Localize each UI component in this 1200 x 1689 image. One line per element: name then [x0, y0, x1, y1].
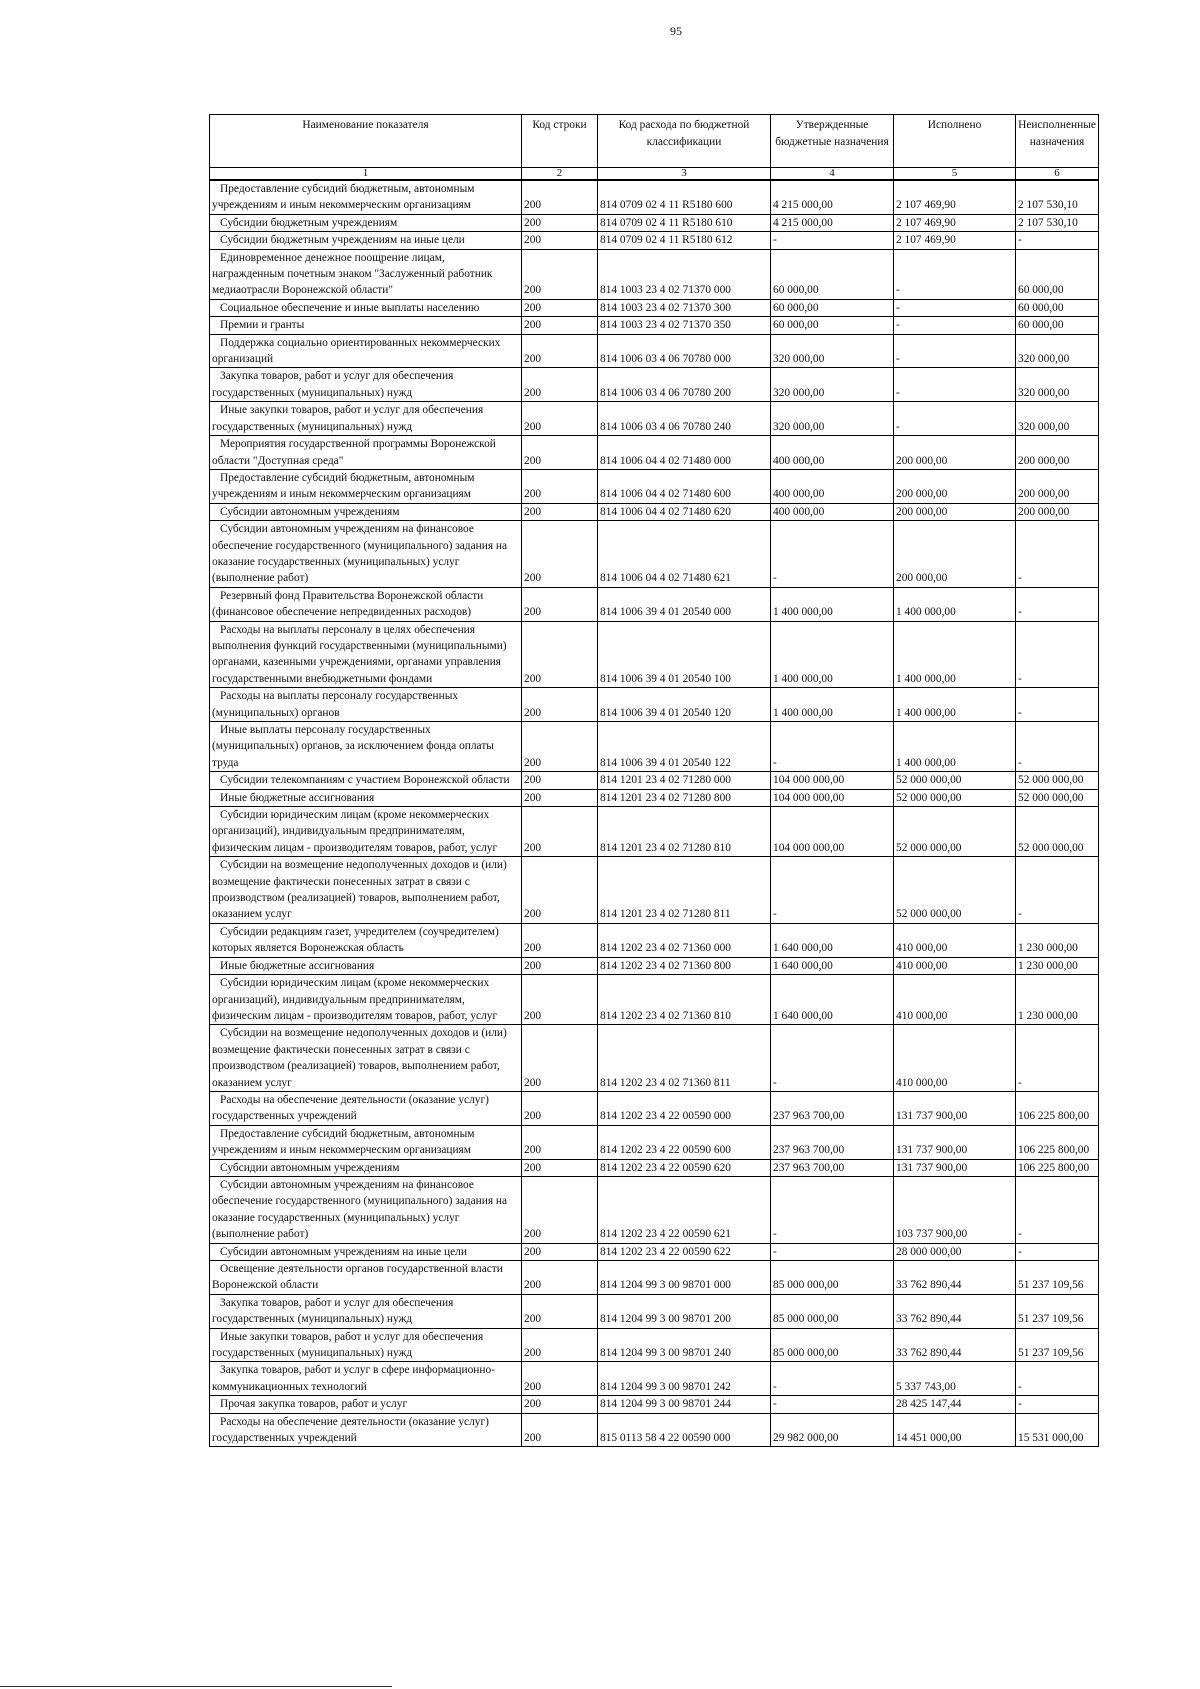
row-executed: 410 000,00 [894, 923, 1016, 957]
table-row [210, 722, 1099, 772]
table-row [210, 772, 1099, 789]
budget-execution-table [209, 114, 1099, 1447]
table-body [210, 180, 1099, 1447]
row-budget-code: 814 1201 23 4 02 71280 811 [598, 857, 771, 924]
row-approved: 60 000,00 [771, 317, 894, 334]
row-executed: 200 000,00 [894, 503, 1016, 520]
row-approved: 29 982 000,00 [771, 1413, 894, 1447]
row-line-code: 200 [522, 857, 598, 924]
table-row [210, 1294, 1099, 1328]
row-name: Закупка товаров, работ и услуг в сфере информационно-коммуникационных технологий [210, 1362, 522, 1396]
table-row [210, 1396, 1099, 1413]
row-unexecuted: 1 230 000,00 [1016, 975, 1099, 1025]
row-approved: 320 000,00 [771, 368, 894, 402]
row-unexecuted: 52 000 000,00 [1016, 772, 1099, 789]
row-line-code: 200 [522, 249, 598, 299]
row-budget-code: 814 1201 23 4 02 71280 800 [598, 789, 771, 806]
row-budget-code: 814 1202 23 4 02 71360 811 [598, 1025, 771, 1092]
row-approved: 104 000 000,00 [771, 807, 894, 857]
row-line-code: 200 [522, 503, 598, 520]
row-executed: 33 762 890,44 [894, 1328, 1016, 1362]
row-unexecuted: - [1016, 1362, 1099, 1396]
row-budget-code: 814 1204 99 3 00 98701 242 [598, 1362, 771, 1396]
row-unexecuted: 15 531 000,00 [1016, 1413, 1099, 1447]
row-line-code: 200 [522, 1362, 598, 1396]
table-row [210, 923, 1099, 957]
row-executed: 1 400 000,00 [894, 621, 1016, 688]
row-approved: 85 000 000,00 [771, 1328, 894, 1362]
row-name: Субсидии бюджетным учреждениям на иные цели [210, 232, 522, 249]
row-executed: 28 425 147,44 [894, 1396, 1016, 1413]
row-approved: 320 000,00 [771, 402, 894, 436]
row-name: Предоставление субсидий бюджетным, автономным учреждениям и иным некоммерческим организациям [210, 469, 522, 503]
row-name: Субсидии юридическим лицам (кроме некоммерческих организаций), индивидуальным предпринимателям, физическим лицам - производителям товаров, работ, услуг [210, 975, 522, 1025]
row-approved: - [771, 857, 894, 924]
row-approved: 4 215 000,00 [771, 180, 894, 214]
row-unexecuted: - [1016, 621, 1099, 688]
row-executed: 1 400 000,00 [894, 587, 1016, 621]
row-executed: 1 400 000,00 [894, 688, 1016, 722]
row-name: Закупка товаров, работ и услуг для обеспечения государственных (муниципальных) нужд [210, 1294, 522, 1328]
row-budget-code: 815 0113 58 4 22 00590 000 [598, 1413, 771, 1447]
row-unexecuted: 320 000,00 [1016, 402, 1099, 436]
row-executed: 410 000,00 [894, 975, 1016, 1025]
row-executed: 200 000,00 [894, 436, 1016, 470]
row-unexecuted: 106 225 800,00 [1016, 1159, 1099, 1176]
row-line-code: 200 [522, 1413, 598, 1447]
table-row [210, 857, 1099, 924]
row-budget-code: 814 0709 02 4 11 R5180 612 [598, 232, 771, 249]
row-executed: - [894, 299, 1016, 316]
row-approved: 104 000 000,00 [771, 772, 894, 789]
column-header: Код расхода по бюджетной классификации [598, 115, 771, 168]
table-row [210, 180, 1099, 214]
row-executed: 33 762 890,44 [894, 1261, 1016, 1295]
table-row [210, 1091, 1099, 1125]
row-executed: 2 107 469,90 [894, 214, 1016, 231]
row-approved: 4 215 000,00 [771, 214, 894, 231]
row-name: Субсидии редакциям газет, учредителем (соучредителем) которых является Воронежская область [210, 923, 522, 957]
row-budget-code: 814 1204 99 3 00 98701 000 [598, 1261, 771, 1295]
row-unexecuted: 51 237 109,56 [1016, 1294, 1099, 1328]
row-unexecuted: 51 237 109,56 [1016, 1261, 1099, 1295]
row-unexecuted: - [1016, 1243, 1099, 1260]
row-budget-code: 814 1202 23 4 02 71360 810 [598, 975, 771, 1025]
row-unexecuted: 60 000,00 [1016, 317, 1099, 334]
row-line-code: 200 [522, 402, 598, 436]
row-approved: 400 000,00 [771, 436, 894, 470]
table-row [210, 402, 1099, 436]
row-approved: 400 000,00 [771, 503, 894, 520]
row-executed: 52 000 000,00 [894, 857, 1016, 924]
row-executed: 410 000,00 [894, 1025, 1016, 1092]
row-unexecuted: 2 107 530,10 [1016, 214, 1099, 231]
row-unexecuted: 1 230 000,00 [1016, 957, 1099, 974]
row-name: Предоставление субсидий бюджетным, автономным учреждениям и иным некоммерческим организациям [210, 180, 522, 214]
row-executed: 2 107 469,90 [894, 232, 1016, 249]
row-budget-code: 814 1006 04 4 02 71480 600 [598, 469, 771, 503]
row-name: Иные закупки товаров, работ и услуг для обеспечения государственных (муниципальных) нужд [210, 402, 522, 436]
row-name: Расходы на выплаты персоналу государственных (муниципальных) органов [210, 688, 522, 722]
row-executed: 2 107 469,90 [894, 180, 1016, 214]
table-row [210, 368, 1099, 402]
row-name: Субсидии автономным учреждениям на финансовое обеспечение государственного (муниципального) задания на оказание государственных (муниципальных) услуг (выполнение работ) [210, 1176, 522, 1243]
row-unexecuted: - [1016, 232, 1099, 249]
table-row [210, 587, 1099, 621]
column-number: 3 [598, 168, 771, 181]
row-executed: 131 737 900,00 [894, 1159, 1016, 1176]
row-line-code: 200 [522, 975, 598, 1025]
row-name: Резервный фонд Правительства Воронежской области (финансовое обеспечение непредвиденных расходов) [210, 587, 522, 621]
row-name: Мероприятия государственной программы Воронежской области "Доступная среда" [210, 436, 522, 470]
row-name: Социальное обеспечение и иные выплаты населению [210, 299, 522, 316]
column-number: 2 [522, 168, 598, 181]
table-row [210, 807, 1099, 857]
table-row [210, 688, 1099, 722]
row-approved: 237 963 700,00 [771, 1091, 894, 1125]
row-approved: 1 640 000,00 [771, 923, 894, 957]
row-line-code: 200 [522, 1261, 598, 1295]
row-executed: 103 737 900,00 [894, 1176, 1016, 1243]
row-executed: 410 000,00 [894, 957, 1016, 974]
row-unexecuted: 1 230 000,00 [1016, 923, 1099, 957]
row-name: Расходы на выплаты персоналу в целях обеспечения выполнения функций государственными (муниципальными) органами, казенными учреждениями, органами управления государственными внебюджетными фондами [210, 621, 522, 688]
row-executed: - [894, 334, 1016, 368]
table-row [210, 1025, 1099, 1092]
row-approved: 60 000,00 [771, 299, 894, 316]
table-row [210, 975, 1099, 1025]
row-unexecuted: 60 000,00 [1016, 249, 1099, 299]
row-name: Расходы на обеспечение деятельности (оказание услуг) государственных учреждений [210, 1413, 522, 1447]
row-executed: 14 451 000,00 [894, 1413, 1016, 1447]
row-unexecuted: - [1016, 1176, 1099, 1243]
row-line-code: 200 [522, 621, 598, 688]
column-header: Исполнено [894, 115, 1016, 168]
row-executed: 1 400 000,00 [894, 722, 1016, 772]
row-budget-code: 814 1006 39 4 01 20540 000 [598, 587, 771, 621]
row-line-code: 200 [522, 180, 598, 214]
column-header: Наименование показателя [210, 115, 522, 168]
row-line-code: 200 [522, 317, 598, 334]
column-number: 5 [894, 168, 1016, 181]
row-executed: 200 000,00 [894, 521, 1016, 588]
row-executed: 28 000 000,00 [894, 1243, 1016, 1260]
row-line-code: 200 [522, 587, 598, 621]
row-unexecuted: 200 000,00 [1016, 503, 1099, 520]
row-line-code: 200 [522, 1091, 598, 1125]
column-number: 1 [210, 168, 522, 181]
row-unexecuted: - [1016, 688, 1099, 722]
row-line-code: 200 [522, 688, 598, 722]
row-budget-code: 814 1003 23 4 02 71370 350 [598, 317, 771, 334]
row-line-code: 200 [522, 772, 598, 789]
row-line-code: 200 [522, 521, 598, 588]
table-row [210, 214, 1099, 231]
row-line-code: 200 [522, 789, 598, 806]
table-row [210, 957, 1099, 974]
row-executed: - [894, 402, 1016, 436]
row-name: Прочая закупка товаров, работ и услуг [210, 1396, 522, 1413]
row-name: Субсидии телекомпаниям с участием Воронежской области [210, 772, 522, 789]
row-executed: 131 737 900,00 [894, 1125, 1016, 1159]
row-name: Субсидии юридическим лицам (кроме некоммерческих организаций), индивидуальным предпринимателям, физическим лицам - производителям товаров, работ, услуг [210, 807, 522, 857]
row-budget-code: 814 1006 04 4 02 71480 621 [598, 521, 771, 588]
row-name: Субсидии автономным учреждениям на иные цели [210, 1243, 522, 1260]
table-row [210, 789, 1099, 806]
table-row [210, 1159, 1099, 1176]
row-budget-code: 814 1202 23 4 02 71360 800 [598, 957, 771, 974]
row-budget-code: 814 1202 23 4 22 00590 621 [598, 1176, 771, 1243]
row-line-code: 200 [522, 299, 598, 316]
row-approved: 85 000 000,00 [771, 1294, 894, 1328]
row-unexecuted: - [1016, 857, 1099, 924]
table-row [210, 317, 1099, 334]
row-approved: 1 400 000,00 [771, 587, 894, 621]
row-unexecuted: 51 237 109,56 [1016, 1328, 1099, 1362]
row-approved: 1 400 000,00 [771, 688, 894, 722]
row-line-code: 200 [522, 469, 598, 503]
row-name: Иные бюджетные ассигнования [210, 789, 522, 806]
row-approved: - [771, 1243, 894, 1260]
row-budget-code: 814 1202 23 4 02 71360 000 [598, 923, 771, 957]
table-row [210, 621, 1099, 688]
row-name: Субсидии автономным учреждениям на финансовое обеспечение государственного (муниципального) задания на оказание государственных (муниципальных) услуг (выполнение работ) [210, 521, 522, 588]
row-unexecuted: 320 000,00 [1016, 368, 1099, 402]
table-row [210, 436, 1099, 470]
row-name: Освещение деятельности органов государственной власти Воронежской области [210, 1261, 522, 1295]
row-approved: - [771, 1176, 894, 1243]
row-unexecuted: 60 000,00 [1016, 299, 1099, 316]
column-header: Неисполненные назначения [1016, 115, 1099, 168]
row-budget-code: 814 1202 23 4 22 00590 622 [598, 1243, 771, 1260]
row-approved: - [771, 232, 894, 249]
row-line-code: 200 [522, 1294, 598, 1328]
row-budget-code: 814 1202 23 4 22 00590 000 [598, 1091, 771, 1125]
row-executed: 5 337 743,00 [894, 1362, 1016, 1396]
table-row [210, 334, 1099, 368]
row-budget-code: 814 1003 23 4 02 71370 300 [598, 299, 771, 316]
row-unexecuted: - [1016, 1025, 1099, 1092]
row-approved: 1 640 000,00 [771, 957, 894, 974]
row-unexecuted: 200 000,00 [1016, 436, 1099, 470]
row-budget-code: 814 0709 02 4 11 R5180 600 [598, 180, 771, 214]
table-row [210, 503, 1099, 520]
row-approved: 237 963 700,00 [771, 1159, 894, 1176]
row-name: Предоставление субсидий бюджетным, автономным учреждениям и иным некоммерческим организациям [210, 1125, 522, 1159]
table-row [210, 1362, 1099, 1396]
row-approved: 104 000 000,00 [771, 789, 894, 806]
row-budget-code: 814 1201 23 4 02 71280 000 [598, 772, 771, 789]
table-row [210, 1261, 1099, 1295]
row-line-code: 200 [522, 722, 598, 772]
row-unexecuted: - [1016, 521, 1099, 588]
column-number: 4 [771, 168, 894, 181]
table-row [210, 249, 1099, 299]
row-budget-code: 814 1006 04 4 02 71480 000 [598, 436, 771, 470]
header-row [210, 115, 1099, 168]
row-approved: - [771, 722, 894, 772]
row-approved: 1 640 000,00 [771, 975, 894, 1025]
row-name: Субсидии на возмещение недополученных доходов и (или) возмещение фактически понесенных затрат в связи с производством (реализацией) товаров, выполнением работ, оказанием услуг [210, 1025, 522, 1092]
row-line-code: 200 [522, 1396, 598, 1413]
row-name: Расходы на обеспечение деятельности (оказание услуг) государственных учреждений [210, 1091, 522, 1125]
table-row [210, 299, 1099, 316]
row-approved: - [771, 1362, 894, 1396]
table-row [210, 1125, 1099, 1159]
row-budget-code: 814 1201 23 4 02 71280 810 [598, 807, 771, 857]
table-row [210, 232, 1099, 249]
row-line-code: 200 [522, 957, 598, 974]
row-executed: - [894, 368, 1016, 402]
row-name: Иные закупки товаров, работ и услуг для обеспечения государственных (муниципальных) нужд [210, 1328, 522, 1362]
row-approved: 400 000,00 [771, 469, 894, 503]
row-line-code: 200 [522, 1176, 598, 1243]
column-number-row [210, 168, 1099, 181]
row-executed: 33 762 890,44 [894, 1294, 1016, 1328]
row-line-code: 200 [522, 436, 598, 470]
row-budget-code: 814 1006 03 4 06 70780 240 [598, 402, 771, 436]
column-header: Утвержденные бюджетные назначения [771, 115, 894, 168]
row-approved: 85 000 000,00 [771, 1261, 894, 1295]
table-row [210, 469, 1099, 503]
row-line-code: 200 [522, 923, 598, 957]
row-executed: - [894, 249, 1016, 299]
row-name: Субсидии автономным учреждениям [210, 1159, 522, 1176]
bottom-divider [0, 1686, 392, 1687]
row-approved: 1 400 000,00 [771, 621, 894, 688]
row-approved: - [771, 1025, 894, 1092]
row-unexecuted: 320 000,00 [1016, 334, 1099, 368]
row-unexecuted: - [1016, 1396, 1099, 1413]
row-budget-code: 814 1006 04 4 02 71480 620 [598, 503, 771, 520]
row-name: Премии и гранты [210, 317, 522, 334]
row-unexecuted: 106 225 800,00 [1016, 1091, 1099, 1125]
table-row [210, 1328, 1099, 1362]
row-approved: - [771, 521, 894, 588]
row-line-code: 200 [522, 368, 598, 402]
row-line-code: 200 [522, 1159, 598, 1176]
row-budget-code: 814 1202 23 4 22 00590 600 [598, 1125, 771, 1159]
row-unexecuted: 2 107 530,10 [1016, 180, 1099, 214]
row-budget-code: 814 1006 39 4 01 20540 120 [598, 688, 771, 722]
row-line-code: 200 [522, 1243, 598, 1260]
row-unexecuted: - [1016, 722, 1099, 772]
row-executed: 131 737 900,00 [894, 1091, 1016, 1125]
row-name: Закупка товаров, работ и услуг для обеспечения государственных (муниципальных) нужд [210, 368, 522, 402]
row-budget-code: 814 1006 39 4 01 20540 100 [598, 621, 771, 688]
row-budget-code: 814 1204 99 3 00 98701 244 [598, 1396, 771, 1413]
row-unexecuted: 200 000,00 [1016, 469, 1099, 503]
column-header: Код строки [522, 115, 598, 168]
row-executed: 52 000 000,00 [894, 789, 1016, 806]
row-budget-code: 814 1204 99 3 00 98701 200 [598, 1294, 771, 1328]
row-line-code: 200 [522, 334, 598, 368]
column-number: 6 [1016, 168, 1099, 181]
table-row [210, 1176, 1099, 1243]
row-name: Поддержка социально ориентированных некоммерческих организаций [210, 334, 522, 368]
row-executed: 52 000 000,00 [894, 772, 1016, 789]
row-budget-code: 814 1204 99 3 00 98701 240 [598, 1328, 771, 1362]
row-budget-code: 814 0709 02 4 11 R5180 610 [598, 214, 771, 231]
row-name: Иные выплаты персоналу государственных (муниципальных) органов, за исключением фонда оплаты труда [210, 722, 522, 772]
row-line-code: 200 [522, 232, 598, 249]
row-budget-code: 814 1003 23 4 02 71370 000 [598, 249, 771, 299]
table-row [210, 1413, 1099, 1447]
row-approved: - [771, 1396, 894, 1413]
row-line-code: 200 [522, 1025, 598, 1092]
row-line-code: 200 [522, 214, 598, 231]
row-name: Иные бюджетные ассигнования [210, 957, 522, 974]
page-number: 95 [670, 24, 682, 38]
row-approved: 320 000,00 [771, 334, 894, 368]
row-name: Субсидии автономным учреждениям [210, 503, 522, 520]
row-budget-code: 814 1006 03 4 06 70780 200 [598, 368, 771, 402]
table-row [210, 521, 1099, 588]
row-name: Субсидии бюджетным учреждениям [210, 214, 522, 231]
row-executed: 52 000 000,00 [894, 807, 1016, 857]
table-row [210, 1243, 1099, 1260]
row-budget-code: 814 1006 39 4 01 20540 122 [598, 722, 771, 772]
row-approved: 60 000,00 [771, 249, 894, 299]
row-budget-code: 814 1202 23 4 22 00590 620 [598, 1159, 771, 1176]
row-approved: 237 963 700,00 [771, 1125, 894, 1159]
row-line-code: 200 [522, 807, 598, 857]
row-unexecuted: 52 000 000,00 [1016, 789, 1099, 806]
row-line-code: 200 [522, 1125, 598, 1159]
row-name: Субсидии на возмещение недополученных доходов и (или) возмещение фактически понесенных затрат в связи с производством (реализацией) товаров, выполнением работ, оказанием услуг [210, 857, 522, 924]
row-unexecuted: 106 225 800,00 [1016, 1125, 1099, 1159]
row-budget-code: 814 1006 03 4 06 70780 000 [598, 334, 771, 368]
row-executed: 200 000,00 [894, 469, 1016, 503]
row-name: Единовременное денежное поощрение лицам, награжденным почетным знаком "Заслуженный работник медиаотрасли Воронежской области" [210, 249, 522, 299]
row-line-code: 200 [522, 1328, 598, 1362]
row-executed: - [894, 317, 1016, 334]
row-unexecuted: 52 000 000,00 [1016, 807, 1099, 857]
row-unexecuted: - [1016, 587, 1099, 621]
